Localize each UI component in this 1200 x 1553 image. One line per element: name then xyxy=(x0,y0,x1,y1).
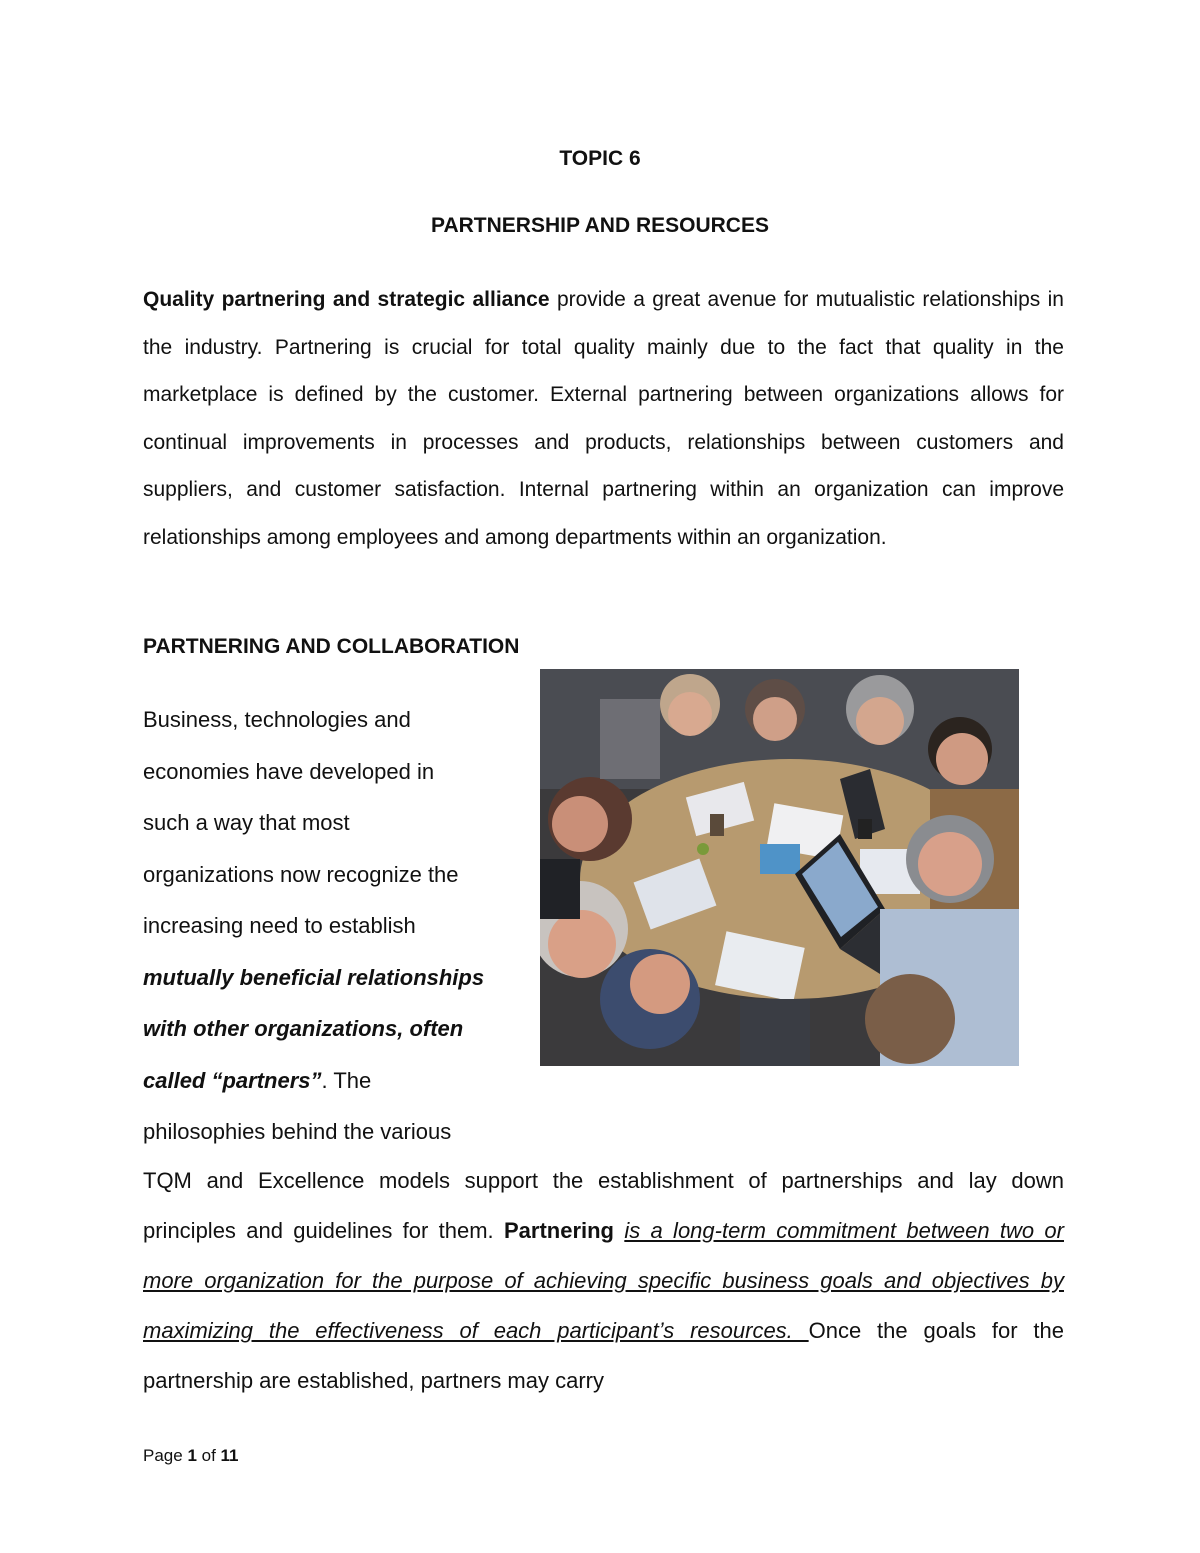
emphasis-line: mutually beneficial relationships xyxy=(143,964,485,990)
page-title: PARTNERSHIP AND RESOURCES xyxy=(431,214,769,237)
intro-body: provide a great avenue for mutualistic relationships in the industry. Partnering is crucial for total quality mainly due to the fact that quality in the marketplace is defined by the customer. External partnering between organizations allows for continual improvements in processes and products, relationships between customers and suppliers, and customer satisfaction. Internal partnering within an organization can improve relationships among employees and among departments within an organization. xyxy=(143,288,1064,549)
footer-total-pages: 11 xyxy=(220,1446,239,1465)
side-line: organizations now recognize the xyxy=(143,861,459,887)
partnering-paragraph xyxy=(143,1156,1064,1406)
section-side-column xyxy=(143,694,528,1158)
cont-text: TQM and Excellence models support the establishment of partnerships and lay down principles and guidelines for them. xyxy=(143,1168,1064,1243)
definition-space xyxy=(614,1218,624,1243)
emphasis-line: with other organizations, often xyxy=(143,1016,464,1041)
emphasis-line-wrap xyxy=(143,1055,528,1107)
intro-bold-lead: Quality partnering and strategic alliance xyxy=(143,288,550,311)
side-line: Business, technologies and xyxy=(143,707,411,732)
footer-current-page: 1 xyxy=(187,1446,197,1465)
side-line: philosophies behind the various xyxy=(143,1119,452,1144)
meeting-photo-icon xyxy=(540,669,1019,1066)
page-footer xyxy=(143,1446,239,1466)
emphasis-partners: called “partners” xyxy=(143,1067,322,1093)
side-line: such a way that most xyxy=(143,810,350,835)
meeting-photo xyxy=(540,669,1019,1066)
after-definition: Once the goals for the partnership are established, partners may carry xyxy=(143,1318,1065,1393)
definition-text: is a long-term commitment between two or more organization for the purpose of achieving specific business goals and objectives by maximizing the effectiveness of each participant’s resources. xyxy=(143,1218,1064,1343)
after-emphasis: . The xyxy=(321,1067,372,1093)
definition-term: Partnering xyxy=(503,1218,614,1243)
topic-number: TOPIC 6 xyxy=(559,147,641,170)
side-line: increasing need to establish xyxy=(143,913,416,938)
intro-paragraph xyxy=(143,276,1064,561)
footer-of: of xyxy=(196,1446,221,1465)
footer-label: Page xyxy=(143,1446,188,1465)
side-line: economies have developed in xyxy=(143,758,435,784)
section-heading: PARTNERING AND COLLABORATION xyxy=(143,635,520,658)
